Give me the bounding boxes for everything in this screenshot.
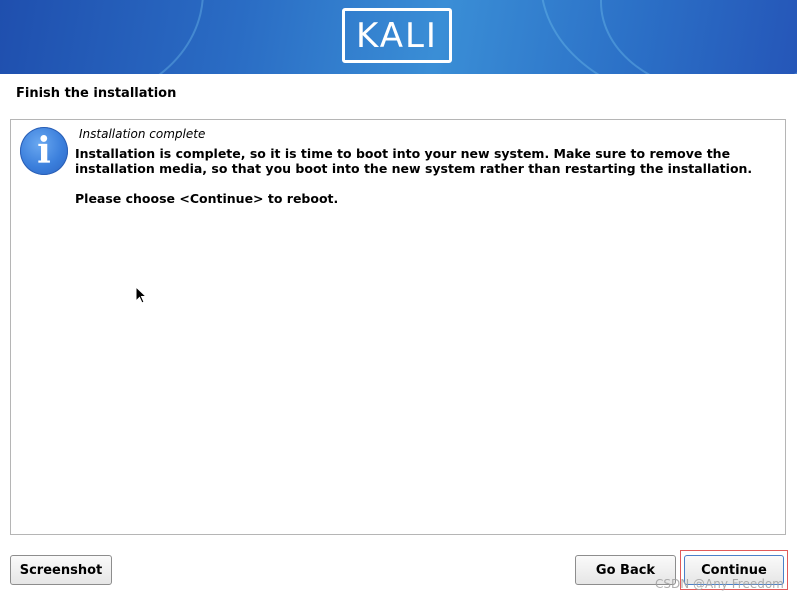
kali-banner bbox=[0, 0, 797, 74]
message-body: Installation is complete, so it is time to boot into your new system. Make sure to remove the installation media, so that you boot into the new system rather than restarting the installation. bbox=[75, 146, 753, 176]
message-instruction: Please choose <Continue> to reboot. bbox=[75, 191, 339, 206]
banner-decoration bbox=[600, 0, 797, 74]
kali-logo bbox=[342, 8, 452, 63]
continue-button[interactable]: Continue bbox=[684, 555, 784, 585]
mouse-pointer-icon bbox=[135, 286, 147, 304]
page-title: Finish the installation bbox=[16, 86, 177, 101]
info-icon: i bbox=[20, 127, 68, 175]
watermark: CSDN @Any Freedom bbox=[655, 577, 784, 591]
banner-decoration bbox=[0, 0, 204, 74]
screenshot-button[interactable]: Screenshot bbox=[10, 555, 112, 585]
message-panel bbox=[10, 119, 786, 535]
message-title: Installation complete bbox=[79, 127, 206, 141]
logo-text: KALI bbox=[356, 15, 438, 56]
go-back-button[interactable]: Go Back bbox=[575, 555, 676, 585]
